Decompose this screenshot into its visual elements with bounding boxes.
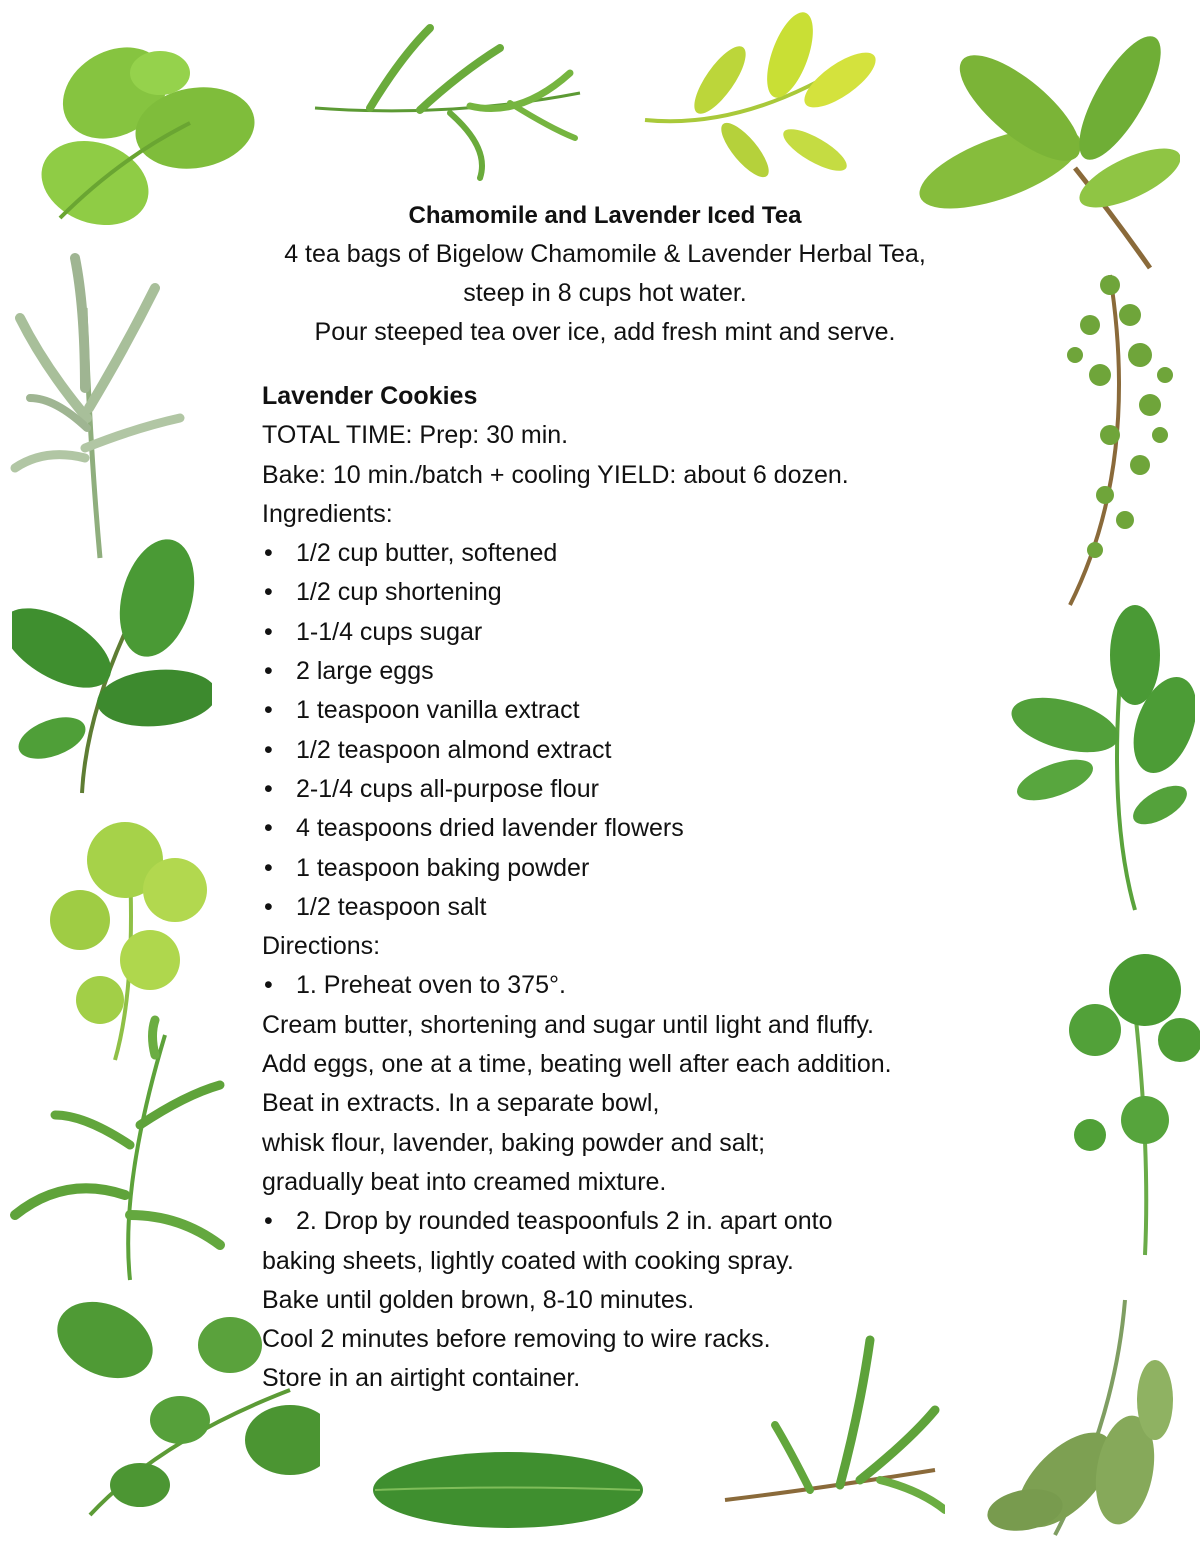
bullet-icon: • [264,1207,273,1236]
mint-herb [12,538,212,798]
bay-leaf-bottom-herb [370,1445,645,1535]
direction-line: Bake until golden brown, 8-10 minutes. [262,1285,695,1314]
bullet-icon: • [264,971,273,1000]
direction-step-2 [262,1202,1062,1241]
tarragon-herb [310,18,585,188]
golden-herb [625,10,885,180]
ingredient-item: • 4 teaspoons dried lavender flowers [262,809,1062,848]
ingredient-item: • 1/2 teaspoon salt [262,888,1062,927]
iced-tea-recipe [200,196,1010,352]
ingredient-item: • 1/2 cup shortening [262,573,1062,612]
total-time: TOTAL TIME: Prep: 30 min. [262,421,569,450]
tea-line: steep in 8 cups hot water. [463,279,747,307]
tea-line: Pour steeped tea over ice, add fresh mint and serve. [314,318,896,346]
step-1-text: 1. Preheat oven to 375°. [296,971,566,1000]
direction-line: Store in an airtight container. [262,1364,581,1393]
cilantro-herb [1055,950,1200,1260]
ingredient-item: • 1-1/4 cups sugar [262,613,1062,652]
ingredient-item: • 2 large eggs [262,652,1062,691]
ingredient-item: • 1 teaspoon vanilla extract [262,691,1062,730]
bake-yield: Bake: 10 min./batch + cooling YIELD: about 6 dozen. [262,460,849,489]
ingredient-item: • 1/2 cup butter, softened [262,534,1062,573]
ingredients-list [262,534,1062,927]
tarragon-sprig-herb [5,1015,230,1285]
direction-line: baking sheets, lightly coated with cooking spray. [262,1246,794,1275]
direction-line: Add eggs, one at a time, beating well after each addition. [262,1050,892,1079]
direction-line: Cool 2 minutes before removing to wire racks. [262,1325,771,1354]
directions-heading: Directions: [262,932,381,961]
cookies-recipe [262,377,1062,1399]
direction-line: whisk flour, lavender, baking powder and salt; [262,1128,766,1157]
ingredient-item: • 1/2 teaspoon almond extract [262,731,1062,770]
ingredient-item: • 2-1/4 cups all-purpose flour [262,770,1062,809]
direction-step-1 [262,966,1062,1005]
step-2-text: 2. Drop by rounded teaspoonfuls 2 in. apart onto [296,1207,833,1236]
direction-line: Beat in extracts. In a separate bowl, [262,1089,660,1118]
lavender-sprig-herb [5,248,190,563]
tea-title: Chamomile and Lavender Iced Tea [408,202,802,229]
tea-line: 4 tea bags of Bigelow Chamomile & Lavender Herbal Tea, [284,240,926,268]
cookies-title: Lavender Cookies [262,382,478,410]
ingredients-heading: Ingredients: [262,499,393,528]
direction-line: gradually beat into creamed mixture. [262,1167,667,1196]
ingredient-item: • 1 teaspoon baking powder [262,849,1062,888]
direction-line: Cream butter, shortening and sugar until light and fluffy. [262,1010,874,1039]
